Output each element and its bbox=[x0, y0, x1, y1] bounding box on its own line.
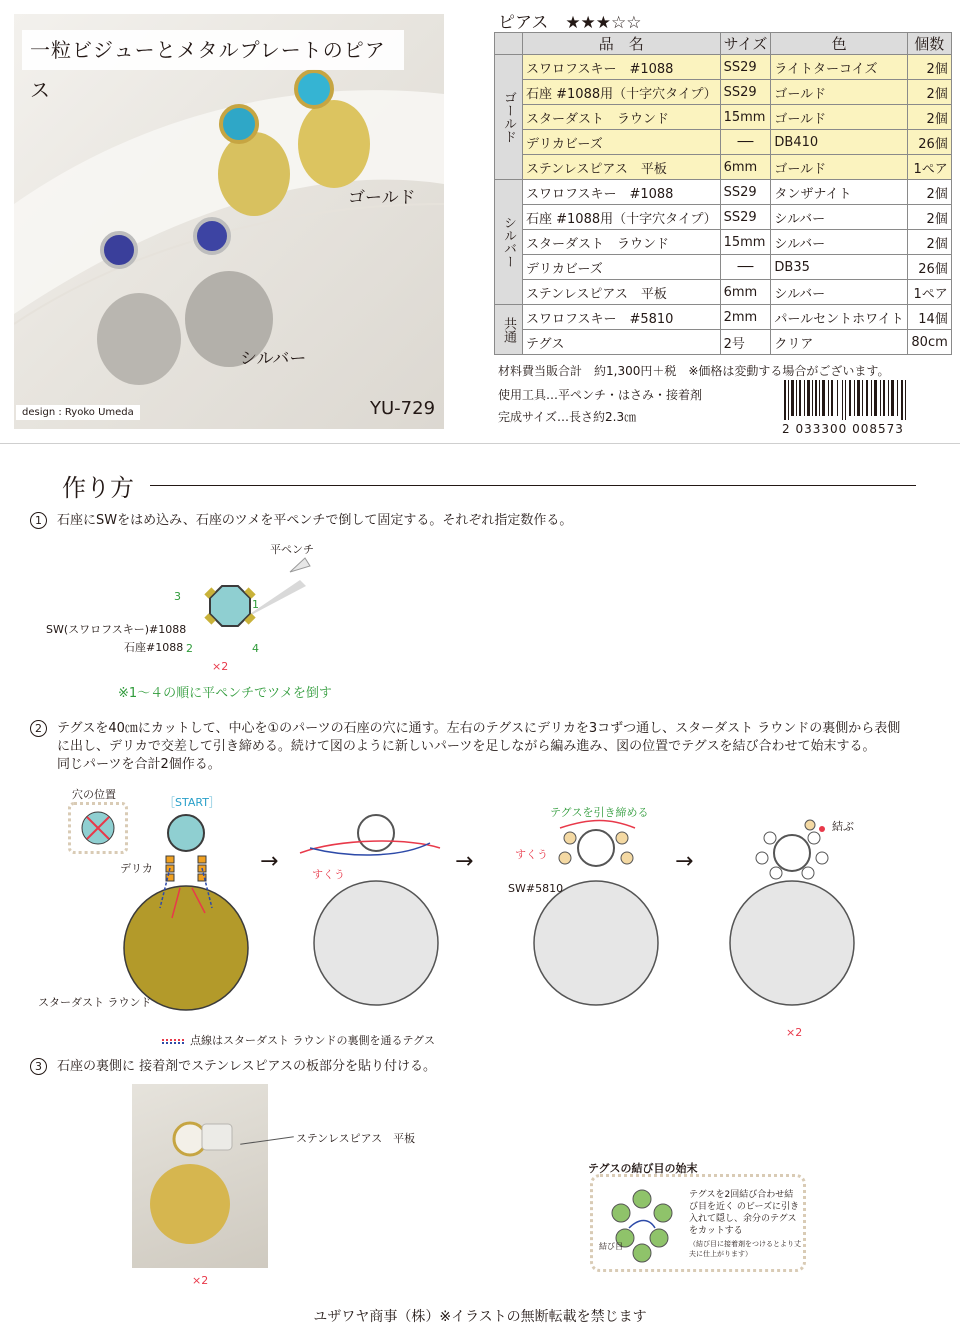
start-label: ［START］ bbox=[164, 796, 220, 809]
cell: SS29 bbox=[720, 180, 771, 205]
page-title: 一粒ビジューとメタルプレートのピアス bbox=[22, 30, 404, 70]
group-gold: ゴールド bbox=[495, 55, 523, 180]
cell: タンザナイト bbox=[771, 180, 907, 205]
cell: テグス bbox=[523, 330, 721, 355]
step1-number: 1 bbox=[30, 512, 47, 529]
step3-photo bbox=[132, 1084, 268, 1268]
barcode bbox=[782, 380, 910, 436]
cell: ライトターコイズ bbox=[771, 55, 907, 80]
difficulty-rating: ピアス ★★★☆☆ bbox=[498, 13, 642, 33]
claw-number-1: 1 bbox=[252, 598, 259, 611]
product-photo bbox=[14, 14, 444, 429]
price-note: 材料費当販合計 約1,300円＋税 ※価格は変動する場合がございます。 bbox=[498, 364, 890, 378]
sw5810-label: SW#5810 bbox=[508, 882, 564, 895]
svg-text:→: → bbox=[260, 849, 279, 874]
barcode-icon bbox=[782, 380, 910, 420]
pull-label: テグスを引き締める bbox=[550, 806, 649, 819]
cell: 2個 bbox=[907, 180, 951, 205]
step2-times: ×2 bbox=[786, 1026, 803, 1039]
cell: クリア bbox=[771, 330, 907, 355]
cell: 1ペア bbox=[907, 280, 951, 305]
materials-table bbox=[494, 32, 952, 355]
svg-text:→: → bbox=[675, 849, 694, 874]
step2-diagrams bbox=[110, 808, 910, 1028]
cell: スワロフスキー #1088 bbox=[523, 180, 721, 205]
claw-number-4: 4 bbox=[252, 642, 259, 655]
claw-number-2: 2 bbox=[186, 642, 193, 655]
step1-text bbox=[30, 512, 572, 530]
step1-note: ※1～４の順に平ペンチでツメを倒す bbox=[118, 686, 332, 701]
cell: ステンレスピアス 平板 bbox=[523, 155, 721, 180]
cell: SS29 bbox=[720, 55, 771, 80]
cell: DB410 bbox=[771, 130, 907, 155]
section-title: 作り方 bbox=[62, 474, 134, 502]
cell: ── bbox=[720, 130, 771, 155]
knot-label: 結び目 bbox=[599, 1242, 623, 1251]
cell: SS29 bbox=[720, 80, 771, 105]
earring-back-illustration bbox=[132, 1084, 268, 1268]
dotted-note-text: 点線はスターダスト ラウンドの裏側を通るテグス bbox=[190, 1034, 435, 1047]
step2-text bbox=[30, 720, 930, 774]
label-gold: ゴールド bbox=[348, 188, 416, 208]
cell: 2号 bbox=[720, 330, 771, 355]
step2-line3: 同じパーツを合計2個作る。 bbox=[57, 757, 221, 772]
product-code: YU-729 bbox=[370, 398, 436, 419]
col-size: サイズ bbox=[720, 33, 771, 55]
cell: ゴールド bbox=[771, 105, 907, 130]
stardust-label: スターダスト ラウンド bbox=[38, 996, 152, 1009]
delica-label: デリカ bbox=[120, 862, 153, 875]
section-rule bbox=[150, 485, 916, 486]
step2-line2: に出し、デリカで交差して引き締める。続けて図のように新しいパーツを足しながら編み進み、図の位置でテグスを結び合わせて始末する。 bbox=[57, 739, 876, 754]
hole-label: 穴の位置 bbox=[72, 788, 116, 801]
cell: 14個 bbox=[907, 305, 951, 330]
cell: 26個 bbox=[907, 130, 951, 155]
label-silver: シルバー bbox=[240, 349, 307, 369]
step2-line1: テグスを40㎝にカットして、中心を①のパーツの石座の穴に通す。左右のテグスにデリカを3コずつ通し、スターダスト ラウンドの裏側から表側 bbox=[57, 721, 901, 736]
col-qty: 個数 bbox=[907, 33, 951, 55]
cell: DB35 bbox=[771, 255, 907, 280]
label-setting: 石座#1088 bbox=[124, 641, 184, 654]
cell: スターダスト ラウンド bbox=[523, 105, 721, 130]
step3-text bbox=[30, 1058, 436, 1076]
knot-subtext: （結び目に接着剤をつけるとより丈夫に仕上がります） bbox=[689, 1240, 801, 1258]
divider bbox=[0, 443, 960, 444]
cell: ステンレスピアス 平板 bbox=[523, 280, 721, 305]
cell: 石座 #1088用（十字穴タイプ） bbox=[523, 205, 721, 230]
step1-diagram bbox=[180, 540, 340, 670]
cell: ゴールド bbox=[771, 155, 907, 180]
knot-box bbox=[590, 1174, 806, 1272]
scoop-label-1: すくう bbox=[312, 868, 345, 881]
claw-number-3: 3 bbox=[174, 590, 181, 603]
earrings-illustration bbox=[14, 14, 444, 429]
col-color: 色 bbox=[771, 33, 907, 55]
tie-label: 結ぶ bbox=[832, 820, 854, 833]
designer-credit: design : Ryoko Umeda bbox=[16, 405, 140, 420]
label-plier: 平ペンチ bbox=[270, 543, 314, 556]
knot-text: テグスを2回結び合わせ結び目を近く のビーズに引き入れて隠し、余分のテグスをカットする bbox=[689, 1190, 800, 1236]
cell: 石座 #1088用（十字穴タイプ） bbox=[523, 80, 721, 105]
step1-instruction: 石座にSWをはめ込み、石座のツメを平ペンチで倒して固定する。それぞれ指定数作る。 bbox=[57, 513, 573, 528]
cell: スワロフスキー #5810 bbox=[523, 305, 721, 330]
knot-diagram bbox=[599, 1183, 685, 1269]
cell: パールセントホワイト bbox=[771, 305, 907, 330]
dotted-note bbox=[162, 1032, 435, 1048]
group-silver: シルバー bbox=[495, 180, 523, 305]
cell: 2個 bbox=[907, 205, 951, 230]
step2-number: 2 bbox=[30, 720, 47, 737]
cell: シルバー bbox=[771, 230, 907, 255]
step3-times: ×2 bbox=[192, 1274, 209, 1287]
cell: 6mm bbox=[720, 155, 771, 180]
step1-times: ×2 bbox=[212, 660, 229, 673]
footer-copyright: ユザワヤ商事（株）※イラストの無断転載を禁じます bbox=[313, 1309, 647, 1325]
cell: SS29 bbox=[720, 205, 771, 230]
cell: 2個 bbox=[907, 80, 951, 105]
cell: 80cm bbox=[907, 330, 951, 355]
cell: 15mm bbox=[720, 230, 771, 255]
cell: ゴールド bbox=[771, 80, 907, 105]
group-common: 共通 bbox=[495, 305, 523, 355]
cell: デリカビーズ bbox=[523, 130, 721, 155]
cell: スターダスト ラウンド bbox=[523, 230, 721, 255]
cell: デリカビーズ bbox=[523, 255, 721, 280]
cell: 1ペア bbox=[907, 155, 951, 180]
cell: 6mm bbox=[720, 280, 771, 305]
size-note: 完成サイズ…長さ約2.3㎝ bbox=[498, 410, 637, 424]
knot-title: テグスの結び目の始末 bbox=[588, 1162, 698, 1175]
label-sw: SW(スワロフスキー)#1088 bbox=[46, 623, 187, 636]
cell: ── bbox=[720, 255, 771, 280]
cell: 26個 bbox=[907, 255, 951, 280]
cell: シルバー bbox=[771, 280, 907, 305]
step3-instruction: 石座の裏側に 接着剤でステンレスピアスの板部分を貼り付ける。 bbox=[57, 1059, 436, 1074]
barcode-number: 2 033300 008573 bbox=[782, 422, 904, 436]
cell: 2個 bbox=[907, 105, 951, 130]
scoop-label-2: すくう bbox=[515, 848, 548, 861]
col-name: 品 名 bbox=[523, 33, 721, 55]
cell: スワロフスキー #1088 bbox=[523, 55, 721, 80]
cell: 15mm bbox=[720, 105, 771, 130]
dotted-legend-icon bbox=[162, 1039, 184, 1044]
step3-number: 3 bbox=[30, 1058, 47, 1075]
step3-label: ステンレスピアス 平板 bbox=[296, 1132, 416, 1145]
cell: 2個 bbox=[907, 230, 951, 255]
cell: 2mm bbox=[720, 305, 771, 330]
cell: 2個 bbox=[907, 55, 951, 80]
cell: シルバー bbox=[771, 205, 907, 230]
tools-note: 使用工具…平ペンチ・はさみ・接着剤 bbox=[498, 388, 703, 402]
svg-text:→: → bbox=[455, 849, 474, 874]
